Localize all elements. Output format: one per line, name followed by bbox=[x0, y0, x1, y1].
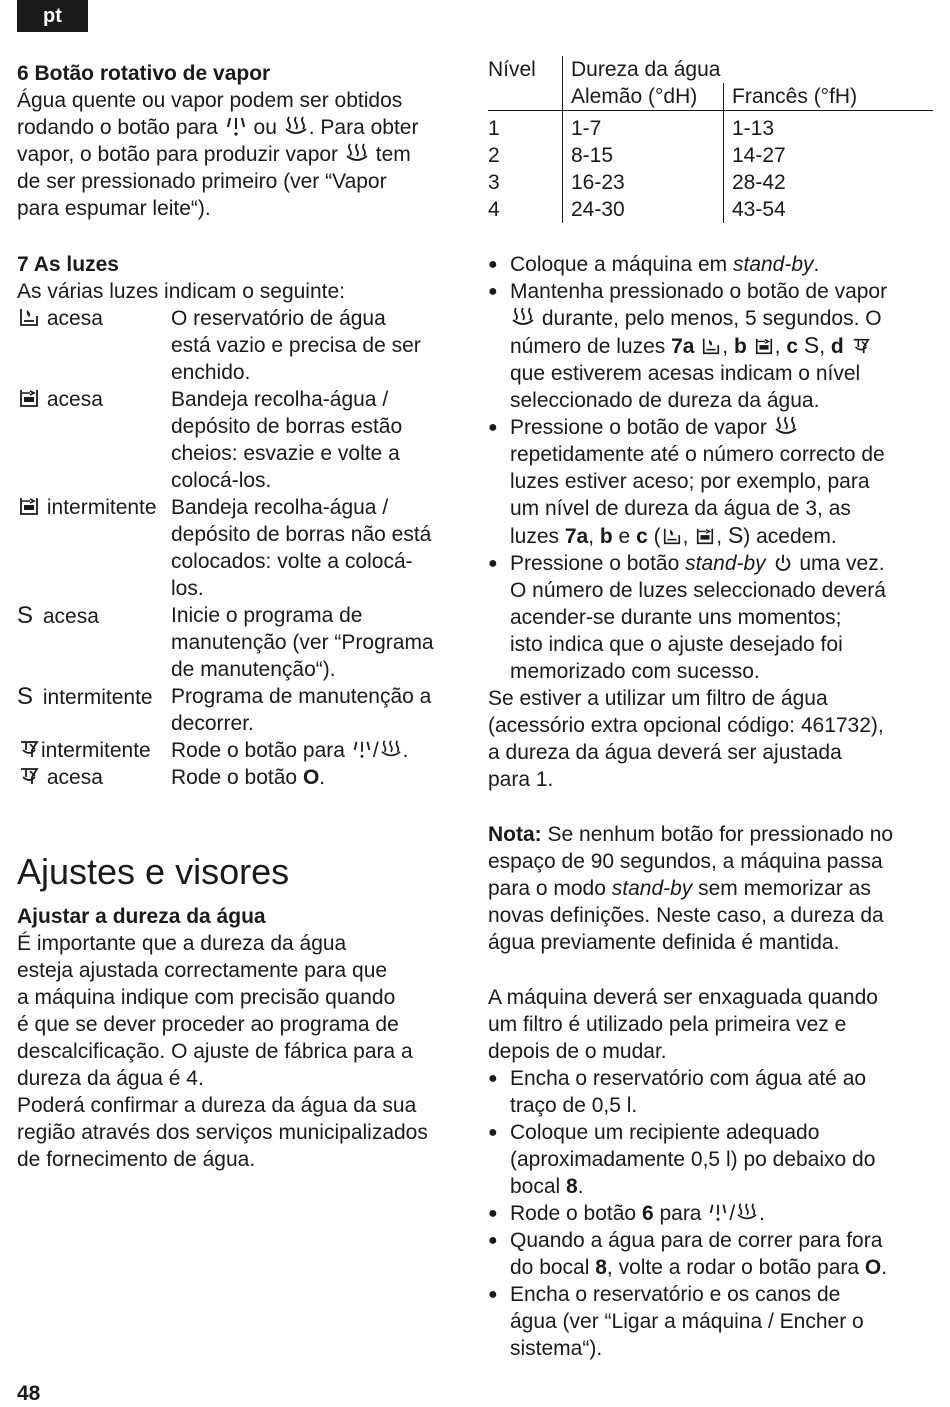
paragraph-line: região através dos serviços municipalizados bbox=[17, 1121, 428, 1144]
list-item: ● Encha o reservatório e os canos de água (ver “Ligar a máquina / Encher o sistema“). bbox=[488, 1283, 864, 1360]
hardness-subheading: Ajustar a dureza da água bbox=[17, 905, 266, 928]
service-s-icon: S bbox=[727, 522, 744, 548]
note-block: Nota: Se nenhum botão for pressionado no espaço de 90 segundos, a máquina passa para o modo stand-by sem memorizar as novas definições. Neste caso, a dureza da água previamente definida é mantida. bbox=[488, 823, 894, 954]
list-item: ● Coloque a máquina em stand-by. bbox=[488, 253, 820, 276]
service-s-icon: S bbox=[803, 332, 820, 358]
power-icon bbox=[773, 553, 793, 573]
list-item: ● Pressione o botão de vapor repetidamente até o número correcto de luzes estiver aceso; por exemplo, para um nível de dureza da água de 3, as luzes 7a, b e c ( , , S) acedem. bbox=[488, 416, 885, 548]
paragraph-line: esteja ajustada correctamente para que bbox=[17, 959, 388, 982]
paragraph-line: a dureza da água deverá ser ajustada bbox=[488, 741, 842, 764]
light-row: S intermitente Programa de manutenção a decorrer. bbox=[17, 683, 432, 735]
s6-line4: de ser pressionado primeiro (ver “Vapor bbox=[17, 170, 387, 193]
table-header-row bbox=[488, 56, 933, 83]
steam-icon bbox=[736, 1201, 758, 1223]
paragraph-line: a máquina indique com precisão quando bbox=[17, 986, 396, 1009]
drip-tray-icon bbox=[754, 336, 774, 356]
paragraph-line: (acessório extra opcional código: 461732), bbox=[488, 714, 884, 737]
water-tank-icon bbox=[701, 336, 721, 356]
light-row: intermitente Bandeja recolha-água / depósito de borras não está colocados: volte a colocá- los. bbox=[17, 494, 467, 602]
section-lights bbox=[17, 251, 467, 791]
paragraph-line: É importante que a dureza da água bbox=[17, 932, 347, 955]
table-header-hardness: Dureza da água bbox=[571, 58, 721, 81]
note-label: Nota: bbox=[488, 823, 542, 846]
table-row: 3 16-23 28-42 bbox=[488, 171, 786, 194]
drip-tray-icon bbox=[18, 387, 40, 409]
steam-icon bbox=[380, 738, 402, 760]
paragraph-line: para 1. bbox=[488, 768, 554, 791]
paragraph-line: é que se dever proceder ao programa de bbox=[17, 1013, 399, 1036]
s6-line2: rodando o botão para ou . Para obter bbox=[17, 116, 419, 139]
service-s-icon: S bbox=[17, 602, 34, 629]
steam-icon bbox=[345, 142, 369, 164]
s6-line3: vapor, o botão para produzir vapor tem bbox=[17, 143, 411, 166]
light-row: acesa Bandeja recolha-água / depósito de borras estão cheios: esvazie e volte a colocá-los. bbox=[17, 386, 467, 494]
lights-intro: As várias luzes indicam o seguinte: bbox=[17, 280, 345, 303]
table-subheader-row bbox=[488, 83, 933, 111]
rinse-block: A máquina deverá ser enxaguada quando um filtro é utilizado pela primeira vez e depois de o mudar. ● Encha o reservatório com água até ao traço de 0,5 l. ● Coloque um recipiente adequado (aproximadamente 0,5 l) po debaixo do bocal 8. ● Rode o botão 6 para / . ● Quando a água para de correr para fora do bocal 8, volte a rodar o botão para O. ● Encha o reservatório e os canos de água (ver “Ligar a máquina / Encher o sistema“). bbox=[488, 984, 933, 1362]
table-header-dh: Alemão (°dH) bbox=[563, 83, 724, 111]
water-tank-icon bbox=[662, 526, 682, 546]
lights-list bbox=[17, 305, 467, 791]
settings-heading: Ajustes e visores bbox=[17, 851, 290, 892]
list-item: ● Encha o reservatório com água até ao traço de 0,5 l. bbox=[488, 1067, 867, 1117]
table-row: 4 24-30 43-54 bbox=[488, 198, 786, 221]
list-item: ● Coloque um recipiente adequado (aproximadamente 0,5 l) po debaixo do bocal 8. bbox=[488, 1121, 876, 1198]
hardness-steps bbox=[488, 251, 933, 793]
steam-icon bbox=[511, 306, 535, 328]
list-item: ● Rode o botão 6 para / . bbox=[488, 1202, 766, 1225]
section-water-hardness bbox=[17, 903, 467, 1173]
hot-water-icon bbox=[352, 738, 372, 760]
section-steam-knob bbox=[17, 60, 467, 222]
light-row: S acesa Inicie o programa de manutenção (ver “Programa de manutenção“). bbox=[17, 602, 434, 681]
service-s-icon: S bbox=[17, 683, 34, 710]
table-row: 2 8-15 14-27 bbox=[488, 144, 786, 167]
page-number: 48 bbox=[17, 1382, 41, 1405]
paragraph-line: descalcificação. O ajuste de fábrica para a bbox=[17, 1040, 413, 1063]
filter-icon bbox=[851, 336, 871, 356]
drip-tray-icon bbox=[18, 495, 40, 517]
steam-icon bbox=[774, 415, 798, 437]
s6-line1: Água quente ou vapor podem ser obtidos bbox=[17, 89, 403, 112]
light-row: acesa Rode o botão O. bbox=[17, 764, 467, 791]
hardness-table bbox=[488, 56, 933, 223]
list-item: ● Pressione o botão stand-by uma vez. O número de luzes seleccionado deverá acender-se durante uns momentos; isto indica que o ajuste desejado foi memorizado com sucesso. bbox=[488, 552, 886, 683]
paragraph-line: Se estiver a utilizar um filtro de água bbox=[488, 687, 828, 710]
water-tank-icon bbox=[18, 306, 40, 328]
paragraph-line: Poderá confirmar a dureza da água da sua bbox=[17, 1094, 417, 1117]
language-tab: pt bbox=[17, 0, 88, 32]
list-item: ● Quando a água para de correr para fora do bocal 8, volte a rodar o botão para O. bbox=[488, 1229, 888, 1279]
section-6-title: 6 Botão rotativo de vapor bbox=[17, 62, 271, 85]
hot-water-icon bbox=[225, 115, 247, 137]
hot-water-icon bbox=[708, 1201, 728, 1223]
steam-icon bbox=[284, 115, 308, 137]
s6-line5: para espumar leite“). bbox=[17, 197, 211, 220]
table-header-fh: Francês (°fH) bbox=[732, 85, 858, 108]
filter-icon bbox=[18, 765, 40, 787]
table-row: 1 1-7 1-13 bbox=[488, 111, 933, 143]
light-row: acesa O reservatório de água está vazio e precisa de ser enchido. bbox=[17, 305, 467, 386]
section-7-title: 7 As luzes bbox=[17, 253, 119, 276]
table-header-level: Nível bbox=[488, 56, 563, 83]
light-row: intermitente Rode o botão para / . bbox=[17, 737, 467, 764]
paragraph-line: dureza da água é 4. bbox=[17, 1067, 204, 1090]
drip-tray-icon bbox=[695, 526, 715, 546]
list-item: ● Mantenha pressionado o botão de vapor durante, pelo menos, 5 segundos. O número de luzes 7a , b , c S, d que estiverem acesas indicam o nível seleccionado de dureza da água. bbox=[488, 280, 888, 412]
filter-icon bbox=[18, 738, 40, 760]
paragraph-line: de fornecimento de água. bbox=[17, 1148, 256, 1171]
